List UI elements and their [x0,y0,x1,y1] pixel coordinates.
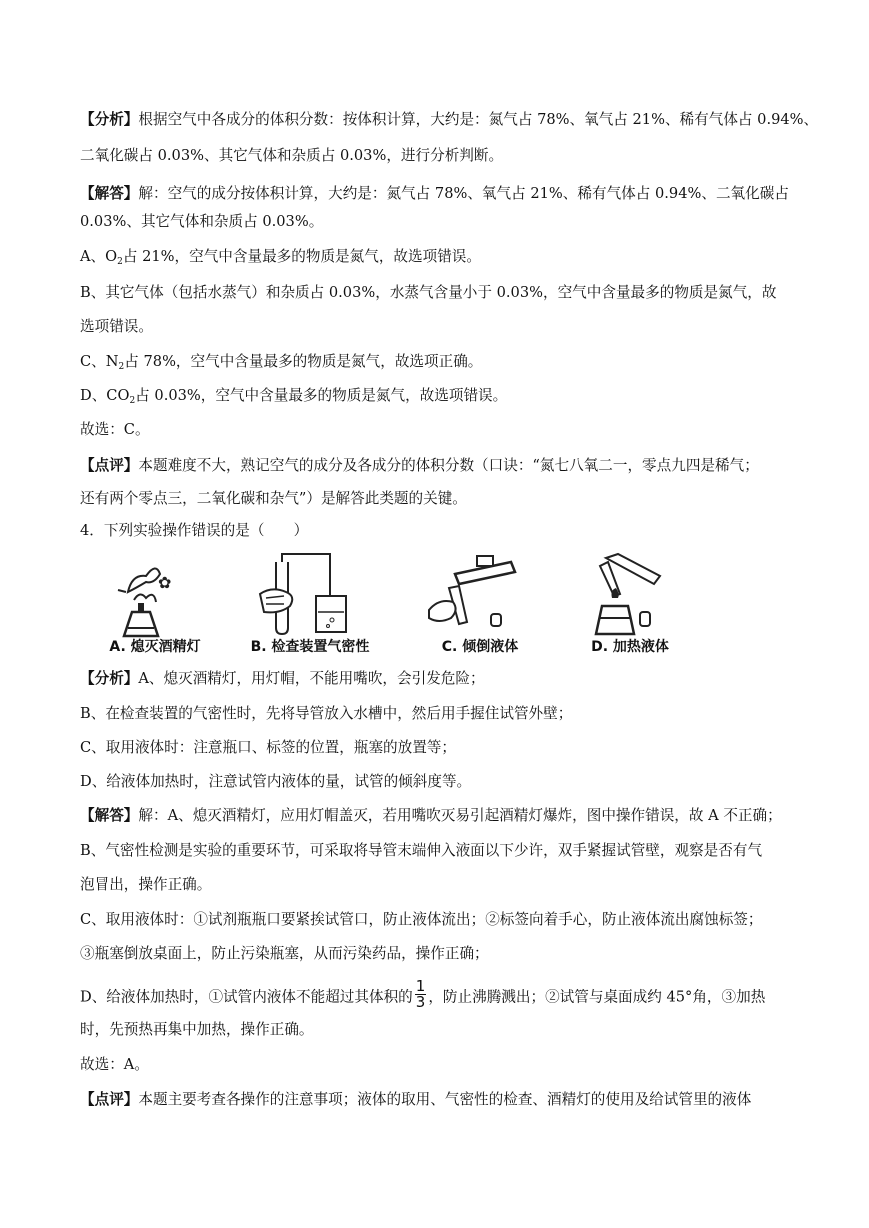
figure-caption-a: A. 熄灭酒精灯 [109,639,201,655]
analysis-line-2: 二氧化碳占 0.03%、其它气体和杂质占 0.03%，进行分析判断。 [80,147,504,164]
option-c-line: C、$N_2$占 78%，空气中含量最多的物质是氮气，故选项正确。 [80,353,483,372]
answer-tag: 【解答】 [80,185,139,202]
answer2-line-1: 【解答】解：A、熄灭酒精灯，应用灯帽盖灭，若用嘴吹灭易引起酒精灯爆炸，图中操作错误，故 A 不正确； [80,807,782,824]
figure-panel-b [230,548,390,660]
choice-line: 故选：C。 [80,421,150,438]
answer2-line-4: C、取用液体时：①试剂瓶瓶口要紧挨试管口，防止液体流出；②标签向着手心，防止液体流出腐蚀标签； [80,911,763,928]
comment2-line-1: 【点评】本题主要考查各操作的注意事项；液体的取用、气密性的检查、酒精灯的使用及给试管里的液体 [80,1091,752,1108]
figure-panel-c [415,548,545,660]
analysis2-line-4: D、给液体加热时，注意试管内液体的量，试管的倾斜度等。 [80,773,472,790]
comment-tag: 【点评】 [80,457,139,474]
comment2-tag: 【点评】 [80,1091,139,1108]
answer2-line-2: B、气密性检测是实验的重要环节，可采取将导管末端伸入液面以下少许，双手紧握试管壁，观察是否有气 [80,842,763,859]
fraction-one-third: $\frac{1}{3}$ [415,977,426,1011]
figure-panel-a [80,548,230,660]
figure-caption-b: B. 检查装置气密性 [250,639,370,655]
comment-line-1: 【点评】本题难度不大，熟记空气的成分及各成分的体积分数（口诀：“氮七八氧二一，零点九四是稀气； [80,457,759,474]
comment-line-2: 还有两个零点三，二氧化碳和杂气”）是解答此类题的关键。 [80,490,467,507]
analysis2-tag: 【分析】 [80,670,139,687]
answer2-line-5: ③瓶塞倒放桌面上，防止污染瓶塞，从而污染药品，操作正确； [80,945,489,962]
answer-line-2: 0.03%、其它气体和杂质占 0.03%。 [80,213,324,230]
analysis2-line-1: 【分析】A、熄灭酒精灯，用灯帽，不能用嘴吹，会引发危险； [80,670,485,687]
figure-caption-c: C. 倾倒液体 [441,639,519,655]
answer2-line-3: 泡冒出，操作正确。 [80,876,212,893]
figure-panel-d [570,548,690,660]
svg-text:✿: ✿ [158,573,172,592]
option-b-line-2: 选项错误。 [80,318,153,335]
answer2-tag: 【解答】 [80,807,139,824]
choice2-line: 故选：A。 [80,1056,149,1073]
answer2-line-6: D、给液体加热时，①试管内液体不能超过其体积的 $\frac{1}{3}$ ，防止沸腾溅出；②试管与桌面成约 45°角，③加热 [80,977,766,1011]
analysis-tag: 【分析】 [80,111,139,128]
experiment-figure [80,548,680,660]
analysis-line-1: 【分析】根据空气中各成分的体积分数：按体积计算，大约是：氮气占 78%、氧气占 21%、稀有气体占 0.94%、 [80,111,819,128]
figure-caption-d: D. 加热液体 [591,639,669,655]
answer-line-1: 【解答】解：空气的成分按体积计算，大约是：氮气占 78%、氧气占 21%、稀有气体占 0.94%、二氧化碳占 [80,185,789,202]
analysis2-line-3: C、取用液体时：注意瓶口、标签的位置，瓶塞的放置等； [80,739,457,756]
answer2-line-7: 时，先预热再集中加热，操作正确。 [80,1021,314,1038]
option-b-line-1: B、其它气体（包括水蒸气）和杂质占 0.03%，水蒸气含量小于 0.03%，空气中含量最多的物质是氮气，故 [80,284,777,301]
option-d-line: D、$CO_2$占 0.03%，空气中含量最多的物质是氮气，故选项错误。 [80,387,508,406]
question-4: 4．下列实验操作错误的是（ ） [80,522,309,539]
analysis2-line-2: B、在检查装置的气密性时，先将导管放入水槽中，然后用手握住试管外壁； [80,705,573,722]
option-a-line: A、$O_2$占 21%，空气中含量最多的物质是氮气，故选项错误。 [80,248,481,267]
